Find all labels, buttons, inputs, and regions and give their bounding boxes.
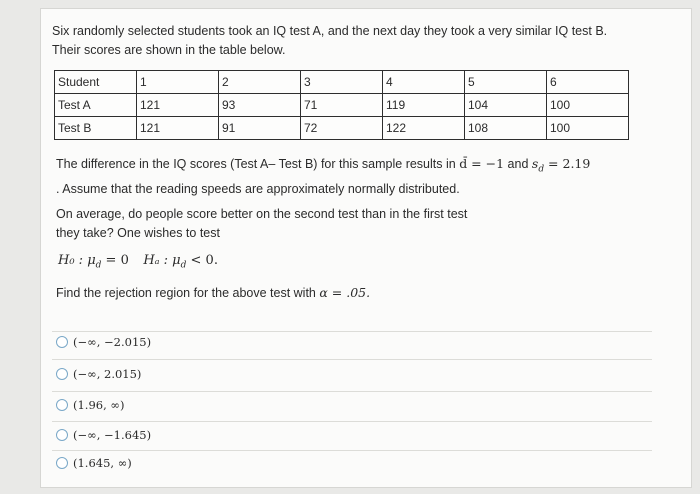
table-cell: 72 bbox=[301, 117, 383, 140]
radio-button[interactable] bbox=[56, 368, 68, 380]
table-cell: 2 bbox=[219, 71, 301, 94]
radio-button[interactable] bbox=[56, 336, 68, 348]
difference-statement bbox=[56, 154, 616, 199]
table-cell: 121 bbox=[137, 94, 219, 117]
table-cell: 93 bbox=[219, 94, 301, 117]
alt-hypothesis: Hₐ : μ bbox=[143, 253, 181, 268]
research-question bbox=[56, 205, 616, 243]
alpha-value: α = .05. bbox=[319, 285, 371, 300]
task-text: Find the rejection region for the above test with bbox=[56, 286, 316, 300]
null-hypothesis-subscript: d bbox=[95, 260, 102, 271]
table-cell: 122 bbox=[383, 117, 465, 140]
option-label: (1.96, ∞) bbox=[73, 398, 125, 412]
null-hypothesis: H₀ : μ bbox=[58, 253, 96, 268]
table-cell: 1 bbox=[137, 71, 219, 94]
answer-option-2[interactable] bbox=[56, 363, 141, 385]
difference-line-2: . Assume that the reading speeds are approximately normally distributed. bbox=[56, 181, 460, 196]
divider bbox=[52, 450, 652, 451]
table-cell: 71 bbox=[301, 94, 383, 117]
hypotheses bbox=[58, 252, 218, 271]
difference-line-1 bbox=[56, 154, 616, 180]
alt-hypothesis-subscript: d bbox=[180, 260, 187, 271]
option-label: (−∞, 2.015) bbox=[73, 367, 142, 381]
table-row bbox=[55, 117, 629, 140]
table-header-label: Student bbox=[55, 71, 137, 94]
divider bbox=[52, 391, 652, 392]
table-cell: 6 bbox=[547, 71, 629, 94]
table-row-label: Test B bbox=[55, 117, 137, 140]
intro-line-1: Six randomly selected students took an IQ test A, and the next day they took a very similar IQ test B. bbox=[52, 24, 608, 38]
table-cell: 4 bbox=[383, 71, 465, 94]
option-label: (1.645, ∞) bbox=[73, 456, 132, 470]
table-cell: 119 bbox=[383, 94, 465, 117]
answer-option-4[interactable] bbox=[56, 424, 151, 446]
answer-option-5[interactable] bbox=[56, 452, 132, 474]
table-cell: 100 bbox=[547, 94, 629, 117]
difference-prefix: The difference in the IQ scores (Test A– Test B) for this sample results in bbox=[56, 157, 456, 171]
table-cell: 91 bbox=[219, 117, 301, 140]
sd-subscript: d bbox=[538, 164, 545, 175]
divider bbox=[52, 421, 652, 422]
answer-option-1[interactable] bbox=[56, 331, 151, 353]
intro-line-2: Their scores are shown in the table below. bbox=[52, 43, 286, 57]
problem-intro bbox=[52, 22, 652, 60]
table-cell: 5 bbox=[465, 71, 547, 94]
table-cell: 121 bbox=[137, 117, 219, 140]
table-row bbox=[55, 94, 629, 117]
null-hypothesis-value: = 0 bbox=[101, 253, 129, 268]
sd-value: = 2.19 bbox=[544, 156, 591, 171]
and-word: and bbox=[507, 157, 529, 171]
question-line-1: On average, do people score better on the second test than in the first test bbox=[56, 207, 468, 221]
answer-option-3[interactable] bbox=[56, 394, 124, 416]
dbar-expression: d̄ = −1 bbox=[459, 156, 505, 171]
table-row-label: Test A bbox=[55, 94, 137, 117]
sd-symbol: s bbox=[531, 156, 539, 171]
alt-hypothesis-value: < 0. bbox=[186, 253, 218, 268]
radio-button[interactable] bbox=[56, 429, 68, 441]
table-cell: 100 bbox=[547, 117, 629, 140]
divider bbox=[52, 359, 652, 360]
radio-button[interactable] bbox=[56, 457, 68, 469]
task-statement bbox=[56, 283, 616, 303]
radio-button[interactable] bbox=[56, 399, 68, 411]
scores-table bbox=[54, 70, 629, 140]
table-cell: 3 bbox=[301, 71, 383, 94]
option-label: (−∞, −2.015) bbox=[73, 335, 152, 349]
table-cell: 104 bbox=[465, 94, 547, 117]
option-label: (−∞, −1.645) bbox=[73, 428, 152, 442]
table-row bbox=[55, 71, 629, 94]
table-cell: 108 bbox=[465, 117, 547, 140]
question-line-2: they take? One wishes to test bbox=[56, 226, 220, 240]
